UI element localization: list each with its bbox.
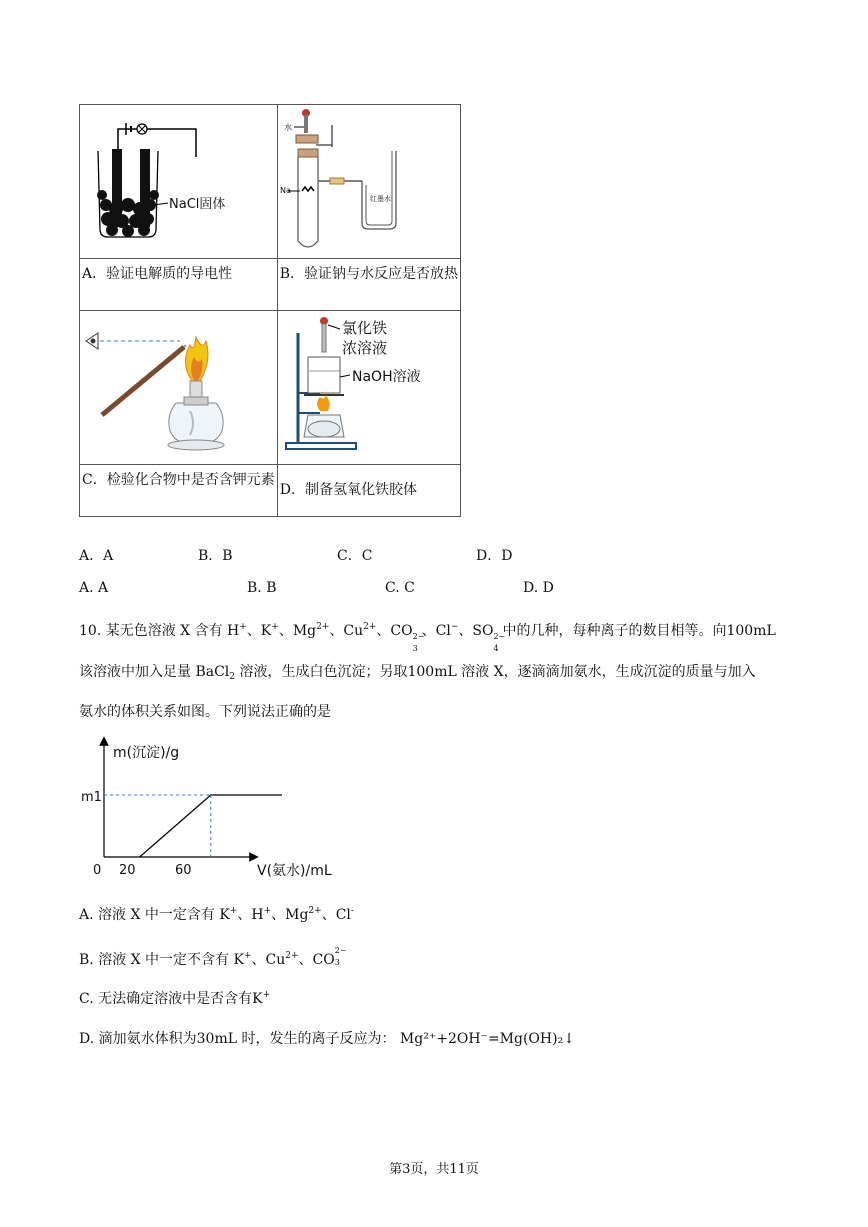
sodium-water-apparatus-figure (278, 105, 442, 258)
water-label: 水 (283, 123, 292, 132)
answer-d-text: D. 滴加氨水体积为30mL 时，发生的离子反应为： (79, 1031, 396, 1047)
question-10-prefix: 10. 某无色溶液 X 含有 (79, 623, 228, 639)
option-b-1[interactable]: B．B (198, 548, 233, 564)
answer-d-equation: Mg²⁺+2OH⁻=Mg(OH)₂↓ (399, 1031, 575, 1047)
page-footer: 第3页，共11页 (389, 1162, 479, 1177)
x-tick-0: 0 (93, 863, 102, 878)
x-tick-60: 60 (175, 863, 192, 878)
answer-c-text: C. 无法确定溶液中是否含有 (79, 991, 253, 1007)
fecl3-label-1: 氯化铁 (341, 319, 387, 337)
x-axis-label: V(氨水)/mL (257, 863, 332, 879)
question-10-line1-end: 中的几种，每种离子的数目相等。向100mL (502, 623, 776, 639)
flame-test-figure (80, 311, 242, 464)
option-a-2[interactable]: A. A (79, 580, 109, 596)
answer-b-text: B. 溶液 X 中一定不含有 (79, 952, 230, 968)
answer-c[interactable]: C. 无法确定溶液中是否含有K+ (79, 990, 271, 1007)
cell-d-caption: D．制备氢氧化铁胶体 (277, 465, 460, 517)
answer-d[interactable] (79, 1028, 575, 1048)
na-label: Na (279, 186, 291, 195)
option-b-2[interactable]: B. B (247, 580, 277, 596)
colloid-preparation-figure (278, 311, 442, 464)
experiment-table (79, 104, 461, 517)
cell-b-caption: B．验证钠与水反应是否放热 (277, 259, 460, 311)
question-10-line2-mid: 溶液，生成白色沉淀；另取100mL 溶液 X，逐滴滴加氨水，生成沉淀的质量与加入 (239, 664, 756, 680)
y-axis-label: m(沉淀)/g (113, 745, 180, 761)
answer-b[interactable]: B. 溶液 X 中一定不含有 K+、$Cu^{2+}$、CO 2− 3 (79, 946, 347, 968)
question-10-line-3: 氨水的体积关系如图。下列说法正确的是 (79, 704, 331, 720)
option-a-1[interactable]: A．A (79, 548, 114, 564)
red-ink-label: 红墨水 (369, 195, 391, 203)
cell-a-caption: A．验证电解质的导电性 (80, 259, 278, 311)
cell-d-image (277, 311, 460, 465)
answer-a-text: A. 溶液 X 中一定含有 (79, 907, 215, 923)
option-d-2[interactable]: D. D (523, 580, 554, 596)
y-marker-label: m1 (81, 790, 102, 805)
naoh-label: NaOH溶液 (351, 369, 421, 385)
option-c-1[interactable]: C．C (337, 548, 373, 564)
chart-series (104, 795, 282, 857)
x-tick-20: 20 (119, 863, 136, 878)
answer-a[interactable]: A. 溶液 X 中一定含有 K+、H+、$Mg^{2+}$、Cl- (79, 906, 354, 923)
question-10-line-2: 该溶液中加入足量 BaCl$_2$ 溶液，生成白色沉淀；另取100mL 溶液 X，逐滴滴加氨水，生成沉淀的质量与加入 (79, 664, 756, 682)
cell-c-caption: C．检验化合物中是否含钾元素 (80, 465, 278, 517)
precipitate-mass-chart (79, 733, 369, 883)
question-10-line2-start: 该溶液中加入足量 (79, 664, 191, 680)
nacl-label: NaCl固体 (169, 197, 226, 212)
cell-b-image (277, 105, 460, 259)
cell-c-image (80, 311, 278, 465)
cell-a-image (80, 105, 278, 259)
option-c-2[interactable]: C. C (385, 580, 415, 596)
electrolysis-apparatus-figure (80, 105, 242, 258)
option-d-1[interactable]: D．D (476, 548, 513, 564)
fecl3-label-2: 浓溶液 (341, 339, 387, 357)
question-10-line-1: 10. 某无色溶液 X 含有 H+、K+、$Mg^{2+}$、$Cu^{2+}$、CO 2− 3 、Cl−、SO 2− 4 中的几种，每种离子的数目相等。向100mL (79, 622, 776, 653)
